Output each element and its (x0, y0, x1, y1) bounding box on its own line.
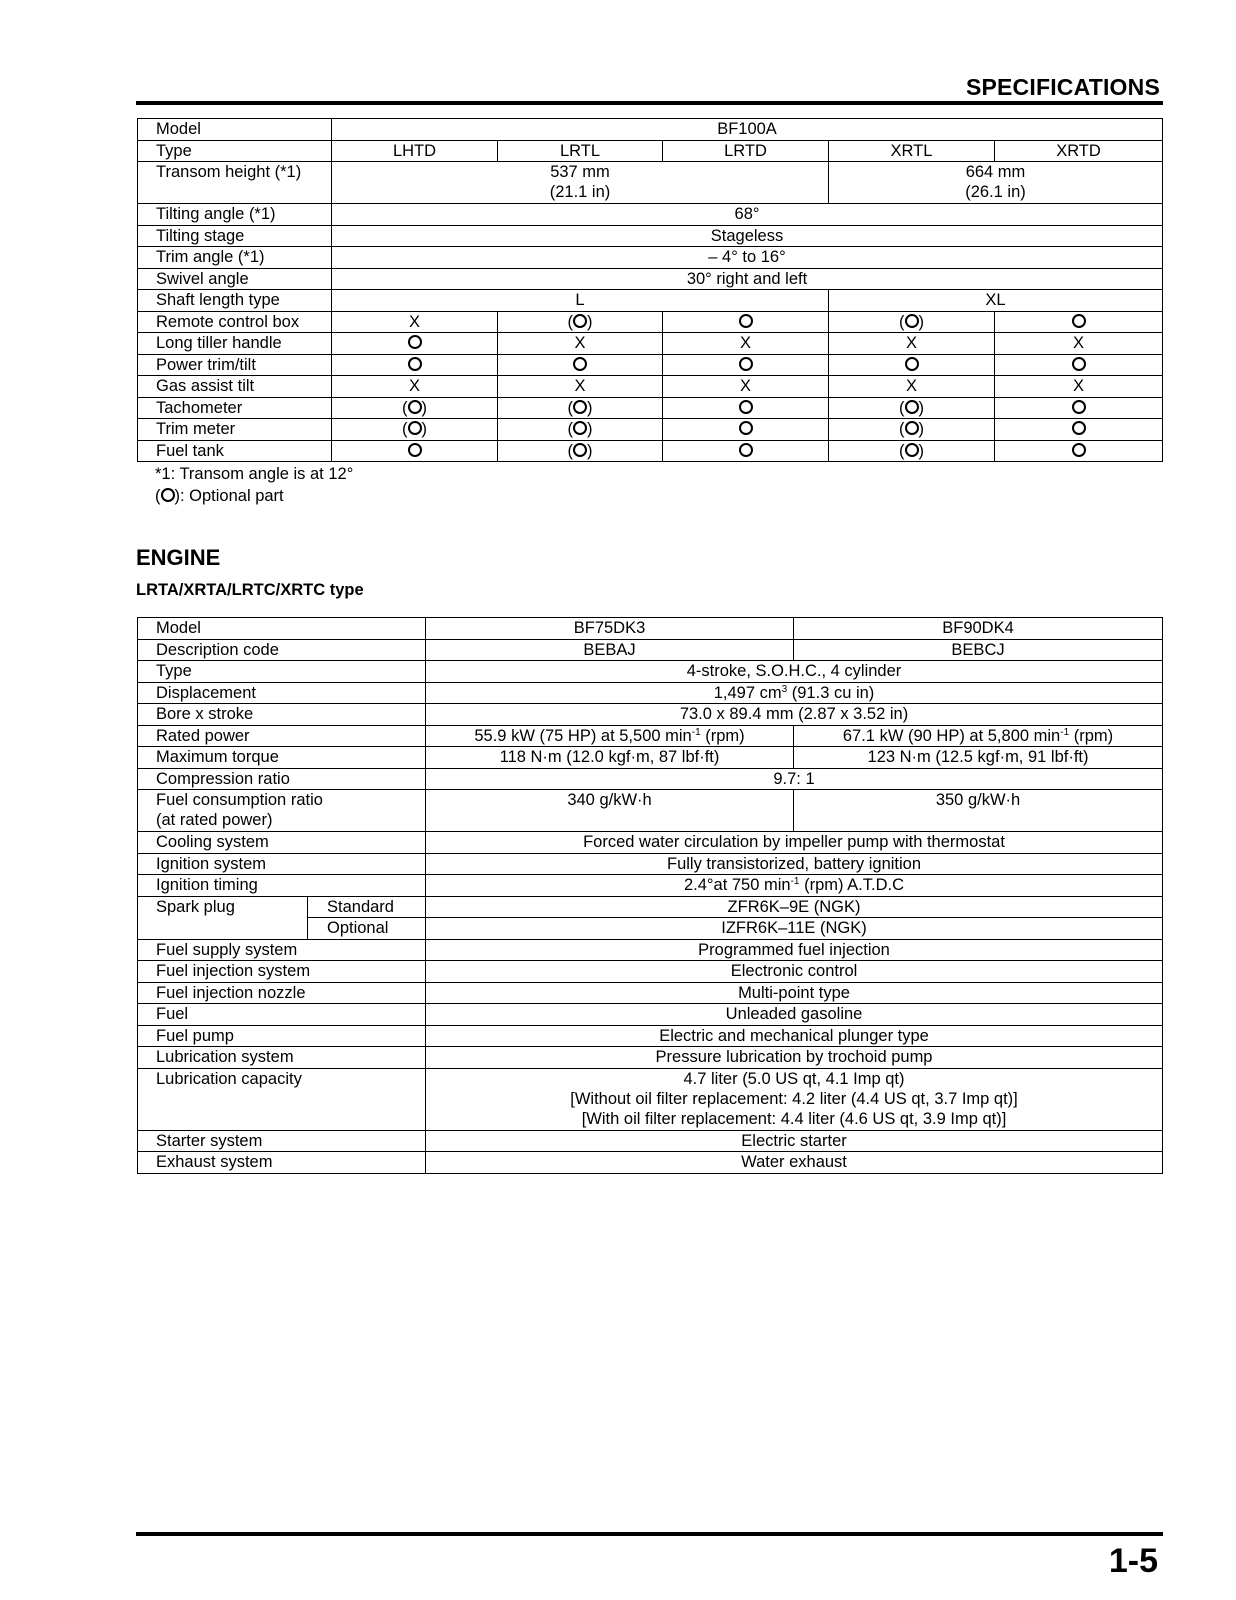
not-available-marker: X (829, 333, 995, 355)
standard-marker (663, 311, 829, 333)
circle-icon (1072, 314, 1086, 328)
circle-icon (1072, 357, 1086, 371)
table-row (138, 790, 1163, 832)
footnote-transom: *1: Transom angle is at 12° (155, 465, 354, 483)
fuel-injection-value: Electronic control (426, 961, 1163, 983)
circle-icon (161, 488, 175, 502)
table-row (138, 939, 1163, 961)
model-value: BF100A (332, 119, 1163, 141)
lubrication-capacity-line: [With oil filter replacement: 4.4 liter (4.6 US qt, 3.9 Imp qt)] (581, 1109, 1007, 1128)
row-label: Fuel supply system (138, 939, 426, 961)
table-row (138, 725, 1163, 747)
circle-icon (739, 314, 753, 328)
displacement-text: 1,497 cm (713, 683, 782, 702)
standard-marker (332, 354, 498, 376)
row-label: Displacement (138, 682, 426, 704)
desc-code-cell: BEBCJ (794, 639, 1163, 661)
lubrication-capacity-line: 4.7 liter (5.0 US qt, 4.1 Imp qt) (683, 1069, 905, 1088)
row-label: Description code (138, 639, 426, 661)
row-label: Power trim/tilt (138, 354, 332, 376)
row-label: Bore x stroke (138, 704, 426, 726)
engine-table (137, 617, 1163, 1174)
circle-icon (573, 357, 587, 371)
table-row (138, 1004, 1163, 1026)
row-label: Fuel (138, 1004, 426, 1026)
row-label: Trim angle (*1) (138, 247, 332, 269)
table-row (138, 661, 1163, 683)
power-sup: -1 (691, 726, 701, 738)
power-text: 55.9 kW (75 HP) at 5,500 min (474, 726, 692, 745)
starter-value: Electric starter (426, 1130, 1163, 1152)
circle-icon (573, 400, 587, 414)
type-cell: LRTD (663, 140, 829, 162)
table-row (138, 419, 1163, 441)
timing-sup: -1 (790, 876, 800, 887)
table-row (138, 290, 1163, 312)
circle-icon (905, 421, 919, 435)
optional-marker: ( ) (498, 311, 663, 333)
displacement-value (426, 682, 1163, 704)
row-label (138, 790, 426, 832)
table-row (138, 618, 1163, 640)
table-row (138, 204, 1163, 226)
circle-icon (573, 421, 587, 435)
circle-icon (905, 357, 919, 371)
type-value: 4-stroke, S.O.H.C., 4 cylinder (426, 661, 1163, 683)
swivel-value: 30° right and left (332, 268, 1163, 290)
lubrication-capacity-line: [Without oil filter replacement: 4.2 liter (4.4 US qt, 3.7 Imp qt)] (570, 1089, 1018, 1108)
tilting-stage-value: Stageless (332, 225, 1163, 247)
torque-cell: 123 N·m (12.5 kgf·m, 91 lbf·ft) (794, 747, 1163, 769)
transom-l-cell (332, 162, 829, 204)
standard-marker (663, 440, 829, 462)
engine-section-title: ENGINE (136, 545, 221, 570)
table-row (138, 768, 1163, 790)
circle-icon (408, 335, 422, 349)
row-label: Fuel pump (138, 1025, 426, 1047)
circle-icon (739, 357, 753, 371)
type-cell: XRTL (829, 140, 995, 162)
row-label: Tilting angle (*1) (138, 204, 332, 226)
timing-text: 2.4°at 750 min (684, 876, 791, 894)
standard-marker (995, 440, 1163, 462)
table-row (138, 747, 1163, 769)
not-available-marker: X (332, 376, 498, 398)
table-row (138, 333, 1163, 355)
not-available-marker: X (663, 376, 829, 398)
timing-value (426, 875, 1163, 897)
fuel-value: Unleaded gasoline (426, 1004, 1163, 1026)
row-label: Lubrication system (138, 1047, 426, 1069)
trim-angle-value: – 4° to 16° (332, 247, 1163, 269)
sub-label: Optional (308, 918, 426, 940)
transom-xl-in: (26.1 in) (965, 183, 1026, 201)
type-cell: LHTD (332, 140, 498, 162)
circle-icon (905, 314, 919, 328)
power-rpm: (rpm) (1069, 726, 1114, 745)
page-header-title: SPECIFICATIONS (965, 74, 1160, 100)
table-row (138, 354, 1163, 376)
displacement-text-b: (91.3 cu in) (787, 683, 875, 702)
nozzle-value: Multi-point type (426, 982, 1163, 1004)
circle-icon (739, 443, 753, 457)
row-label: Trim meter (138, 419, 332, 441)
row-label: Cooling system (138, 832, 426, 854)
pump-value: Electric and mechanical plunger type (426, 1025, 1163, 1047)
row-label: Rated power (138, 725, 426, 747)
row-label: Lubrication capacity (138, 1068, 426, 1130)
row-label: Swivel angle (138, 268, 332, 290)
not-available-marker: X (498, 376, 663, 398)
circle-icon (905, 443, 919, 457)
transom-l-in: (21.1 in) (549, 183, 611, 201)
desc-code-cell: BEBAJ (426, 639, 794, 661)
footnote-optional-text: : Optional part (180, 487, 284, 505)
power-sup: -1 (1060, 726, 1070, 738)
row-label: Model (138, 119, 332, 141)
spark-standard-value: ZFR6K–9E (NGK) (426, 896, 1163, 918)
circle-icon (1072, 421, 1086, 435)
circle-icon (905, 400, 919, 414)
table-row (138, 140, 1163, 162)
compression-value: 9.7: 1 (426, 768, 1163, 790)
engine-section-subtitle: LRTA/XRTA/LRTC/XRTC type (136, 581, 364, 599)
spark-optional-value: IZFR6K–11E (NGK) (426, 918, 1163, 940)
circle-icon (739, 400, 753, 414)
table-row (138, 1025, 1163, 1047)
row-label: Starter system (138, 1130, 426, 1152)
circle-icon (739, 421, 753, 435)
optional-marker: ( ) (498, 397, 663, 419)
table-row (138, 639, 1163, 661)
table-row (138, 268, 1163, 290)
circle-icon (573, 314, 587, 328)
cooling-value: Forced water circulation by impeller pump with thermostat (426, 832, 1163, 854)
standard-marker (995, 397, 1163, 419)
page-number: 1-5 (1108, 1542, 1158, 1580)
not-available-marker: X (995, 333, 1163, 355)
table-row (138, 1152, 1163, 1174)
standard-marker (663, 354, 829, 376)
fuel-consumption-cell: 340 g/kW·h (426, 790, 794, 832)
row-label: Fuel injection nozzle (138, 982, 426, 1004)
footer-rule (136, 1532, 1163, 1536)
row-label: Shaft length type (138, 290, 332, 312)
table-row (138, 247, 1163, 269)
table-row (138, 119, 1163, 141)
table-row (138, 896, 1163, 918)
row-label: Fuel tank (138, 440, 332, 462)
optional-marker: ( ) (829, 397, 995, 419)
optional-marker: ( ) (498, 440, 663, 462)
row-label: Maximum torque (138, 747, 426, 769)
type-cell: LRTL (498, 140, 663, 162)
circle-icon (573, 443, 587, 457)
table-row (138, 225, 1163, 247)
table-row (138, 1130, 1163, 1152)
not-available-marker: X (829, 376, 995, 398)
timing-text-b: (rpm) A.T.D.C (799, 876, 905, 894)
row-label-line: Fuel consumption ratio (156, 791, 323, 809)
sub-label: Standard (308, 896, 426, 918)
row-label: Ignition system (138, 853, 426, 875)
circle-icon (1072, 443, 1086, 457)
optional-marker: ( ) (829, 419, 995, 441)
optional-marker: ( ) (332, 397, 498, 419)
standard-marker (995, 311, 1163, 333)
table-row (138, 162, 1163, 204)
row-label: Long tiller handle (138, 333, 332, 355)
row-label: Tachometer (138, 397, 332, 419)
row-label: Gas assist tilt (138, 376, 332, 398)
table-row (138, 875, 1163, 897)
model-cell: BF90DK4 (794, 618, 1163, 640)
row-label: Exhaust system (138, 1152, 426, 1174)
fuel-supply-value: Programmed fuel injection (426, 939, 1163, 961)
table-row (138, 376, 1163, 398)
row-label: Fuel injection system (138, 961, 426, 983)
table-row (138, 440, 1163, 462)
row-label: Transom height (*1) (138, 162, 332, 204)
table-row (138, 1068, 1163, 1130)
footnote-optional: ( ): Optional part (155, 487, 284, 505)
table-row (138, 311, 1163, 333)
table-row (138, 853, 1163, 875)
transom-xl-cell (829, 162, 1163, 204)
type-cell: XRTD (995, 140, 1163, 162)
row-label: Type (138, 661, 426, 683)
model-cell: BF75DK3 (426, 618, 794, 640)
table-row (138, 397, 1163, 419)
lubrication-capacity-cell (426, 1068, 1163, 1130)
standard-marker (995, 419, 1163, 441)
exhaust-value: Water exhaust (426, 1152, 1163, 1174)
not-available-marker: X (995, 376, 1163, 398)
header-rule (136, 101, 1163, 105)
power-cell (794, 725, 1163, 747)
row-label: Spark plug (138, 896, 308, 939)
equipment-rows (138, 311, 1163, 462)
table-row (138, 1047, 1163, 1069)
optional-marker: ( ) (332, 419, 498, 441)
optional-marker: ( ) (829, 311, 995, 333)
bore-value: 73.0 x 89.4 mm (2.87 x 3.52 in) (426, 704, 1163, 726)
optional-marker: ( ) (498, 419, 663, 441)
circle-icon (1072, 400, 1086, 414)
standard-marker (332, 440, 498, 462)
standard-marker (498, 354, 663, 376)
standard-marker (332, 333, 498, 355)
row-label: Compression ratio (138, 768, 426, 790)
not-available-marker: X (498, 333, 663, 355)
displacement-sup: 3 (781, 683, 788, 695)
row-label: Tilting stage (138, 225, 332, 247)
standard-marker (663, 419, 829, 441)
table-row (138, 682, 1163, 704)
torque-cell: 118 N·m (12.0 kgf·m, 87 lbf·ft) (426, 747, 794, 769)
standard-marker (995, 354, 1163, 376)
table-row (138, 704, 1163, 726)
row-label: Ignition timing (138, 875, 426, 897)
circle-icon (408, 357, 422, 371)
transom-l-mm: 537 mm (550, 163, 610, 181)
circle-icon (408, 443, 422, 457)
standard-marker (663, 397, 829, 419)
not-available-marker: X (663, 333, 829, 355)
power-cell (426, 725, 794, 747)
ignition-value: Fully transistorized, battery ignition (426, 853, 1163, 875)
power-text: 67.1 kW (90 HP) at 5,800 min (842, 726, 1061, 745)
table-row (138, 961, 1163, 983)
row-label-line: (at rated power) (156, 811, 273, 829)
row-label: Type (138, 140, 332, 162)
row-label: Model (138, 618, 426, 640)
optional-marker: ( ) (829, 440, 995, 462)
circle-icon (408, 421, 422, 435)
tilting-angle-value: 68° (332, 204, 1163, 226)
circle-icon (408, 400, 422, 414)
transom-xl-mm: 664 mm (965, 163, 1026, 181)
row-label: Remote control box (138, 311, 332, 333)
power-rpm: (rpm) (700, 726, 745, 745)
shaft-xl-value: XL (829, 290, 1163, 312)
table-row (138, 832, 1163, 854)
standard-marker (829, 354, 995, 376)
not-available-marker: X (332, 311, 498, 333)
lubrication-value: Pressure lubrication by trochoid pump (426, 1047, 1163, 1069)
table-row (138, 982, 1163, 1004)
dimensions-table (137, 118, 1163, 462)
shaft-l-value: L (332, 290, 829, 312)
fuel-consumption-cell: 350 g/kW·h (794, 790, 1163, 832)
